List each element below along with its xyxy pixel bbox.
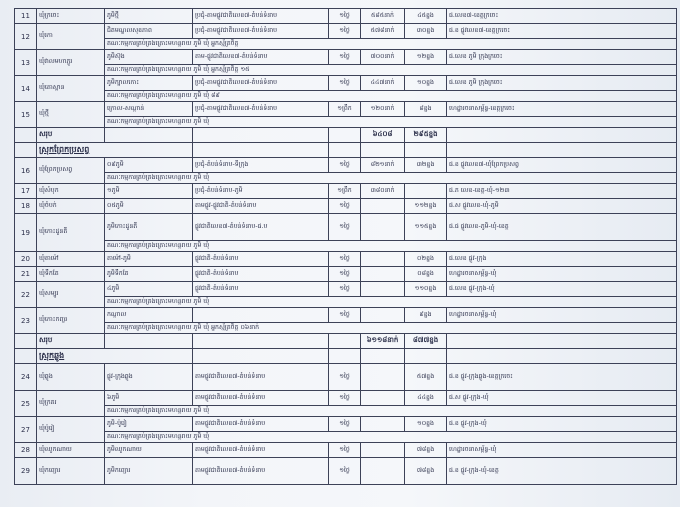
days-cell: ១ថ្ងៃ [329,76,361,91]
days-cell: ១ថ្ងៃ [329,443,361,458]
location-cell: ភូមិថ្មី [105,9,193,24]
address-cell: ផ.លេខ៧-ខេត្តក្រចេះ [447,9,677,24]
days-cell: ១ថ្ងៃ [329,50,361,65]
location-cell: ភូមិស៊ុង [105,50,193,65]
location-cell: ៦ភូមិ [105,391,193,406]
address-cell: ផ.ស ផ្លូវលេខ-ឃុំ-ភូមិ [447,199,677,214]
count-cell [361,214,405,241]
route-cell: ផ្លូវជាតិ-តំបន់ទំនាប [193,252,329,267]
days-cell: ១ព្រឹក [329,184,361,199]
location-cell: ០៥ភូមិ [105,199,193,214]
row-note: គណៈកម្មការគ្រប់គ្រងគ្រោះមហន្តរាយ ភូមិ ឃុំ [105,241,677,252]
address-cell: ហេដ្ឋារចនាសម្ព័ន្ធ-ឃុំ [447,308,677,323]
location-cell: ភូមិទឹកតែ [105,267,193,282]
table-row [15,184,677,199]
row-note: គណៈកម្មការគ្រប់គ្រងគ្រោះមហន្តរាយ ភូមិ ឃុំ [105,406,677,417]
address-cell: ផ.ខ ផ្លូវ-ក្រុងឆ្លូង-ខេត្តក្រចេះ [447,364,677,391]
summary-count: ៦១១៨នាក់ [361,334,405,349]
table-note-row [15,39,677,50]
route-cell: ប្រជុំ-តាមផ្លូវជាតិលេខ៧-តំបន់ទំនាប [193,102,329,117]
address-cell: ហេដ្ឋារចនាសម្ព័ន្ធ-ឃុំ [447,267,677,282]
route-cell: តាមផ្លូវជាតិលេខ៧-តំបន់ទំនាប [193,458,329,485]
days-cell: ១ថ្ងៃ [329,308,361,323]
row-note: គណៈកម្មការគ្រប់គ្រងគ្រោះមហន្តរាយ ភូមិ ឃុំ អ្នកស្ម័គ្រចិត្ត ១៥ [105,65,677,76]
route-cell: តាមផ្លូវជាតិលេខ៧-តំបន់ទំនាប [193,391,329,406]
row-number: 16 [15,158,37,184]
address-cell: ហេដ្ឋារចនាសម្ព័ន្ធ-ខេត្តក្រចេះ [447,102,677,117]
route-cell: តាមផ្លូវ-ផ្លូវជាតិ-តំបន់ទំនាប [193,199,329,214]
households-cell: ៨ខ្នង [405,102,447,117]
table-row [15,199,677,214]
table-row [15,364,677,391]
row-number: 23 [15,308,37,334]
commune-name: ឃុំគោស្ពាន [37,76,105,102]
count-cell: ៥៨៥នាក់ [361,9,405,24]
commune-name: ឃុំសំបុក [37,184,105,199]
row-number: 20 [15,252,37,267]
table-row [15,214,677,241]
route-cell: តាមផ្លូវជាតិលេខ៧-តំបន់ទំនាប [193,417,329,432]
table-row [15,458,677,485]
row-number: 19 [15,214,37,252]
route-cell: ប្រជុំ-តាមផ្លូវជាតិលេខ៧-តំបន់ទំនាប [193,76,329,91]
summary-row [15,128,677,143]
section-header-row [15,349,677,364]
households-cell: ១០ខ្នង [405,76,447,91]
address-cell: ផ.ខ ផ្លូវលេខ៧-ខេត្តក្រចេះ [447,24,677,39]
route-cell [193,308,329,323]
commune-name: ឃុំព្រែកប្រសព្វ [37,158,105,184]
count-cell [361,417,405,432]
row-number: 22 [15,282,37,308]
location-cell: ផ្លូវ-ក្រុងឆ្លូង [105,364,193,391]
summary-count: ៦៤០៨ [361,128,405,143]
address-cell: ផ.លេខ ផ្លូវ-ក្រុង [447,252,677,267]
table-note-row [15,297,677,308]
address-cell: ហេដ្ឋារចនាសម្ព័ន្ធ-ឃុំ [447,443,677,458]
address-cell: ផ.លេខ ភូមិ ក្រុងក្រចេះ [447,50,677,65]
row-note: គណៈកម្មការគ្រប់គ្រងគ្រោះមហន្តរាយ ភូមិ ឃុំ [105,297,677,308]
commune-name: ឃុំកោះកញ្ចរ [37,308,105,334]
section-header-row [15,143,677,158]
route-cell: តាមផ្លូវជាតិលេខ៧-តំបន់ទំនាប [193,443,329,458]
route-cell: ប្រជុំ-តំបន់ទំនាប-ភូមិ [193,184,329,199]
section-title: ស្រុកឆ្លូង [37,349,193,364]
route-cell: តាមផ្លូវជាតិលេខ៧-តំបន់ទំនាប [193,364,329,391]
row-number: 12 [15,24,37,50]
households-cell: ៧៨ខ្នង [405,458,447,485]
commune-name: ឃុំក្រចេះ [37,9,105,24]
address-cell: ផ.ផ ផ្លូវលេខ-ភូមិ-ឃុំ-ខេត្ត [447,214,677,241]
route-cell: ផ្លូវជាតិលេខ៧-តំបន់ទំនាប-ផ.ប [193,214,329,241]
commune-name: ឃុំសម្បូរ [37,282,105,308]
table-row [15,391,677,406]
table-row [15,24,677,39]
commune-name: ឃុំឈូកណាយ [37,443,105,458]
summary-households: ៨៧៧ខ្នង [405,334,447,349]
location-cell: តាម៉ៅ-ភូមិ [105,252,193,267]
days-cell: ១ថ្ងៃ [329,158,361,173]
commune-name: ឃុំកោះដូនតី [37,214,105,252]
households-cell: ១១៥ខ្នង [405,214,447,241]
address-cell: ផ.ខ ផ្លូវ-ក្រុង-ឃុំ [447,417,677,432]
days-cell: ១ថ្ងៃ [329,458,361,485]
count-cell [361,199,405,214]
days-cell: ១ថ្ងៃ [329,9,361,24]
location-cell: កណ្តាល [105,308,193,323]
households-cell: ៤៥ខ្នង [405,9,447,24]
summary-row [15,334,677,349]
row-number: 21 [15,267,37,282]
address-cell: ផ.ខ ផ្លូវលេខ៧-ឃុំព្រែកប្រសព្វ [447,158,677,173]
route-cell: ប្រជុំ-តាមផ្លូវជាតិលេខ៧-តំបន់ទំនាប [193,9,329,24]
row-number: 14 [15,76,37,102]
days-cell: ១ព្រឹក [329,102,361,117]
commune-table [14,8,677,485]
row-number: 18 [15,199,37,214]
commune-name: ឃុំតាម៉ៅ [37,252,105,267]
table-note-row [15,65,677,76]
row-number: 25 [15,391,37,417]
table-row [15,50,677,65]
row-note: គណៈកម្មការគ្រប់គ្រងគ្រោះមហន្តរាយ ភូមិ ឃុំ អ្នកស្ម័គ្រចិត្ត ០៦នាក់ [105,323,677,334]
location-cell: ០៩ភូមិ [105,158,193,173]
count-cell [361,282,405,297]
households-cell: ៩ខ្នង [405,308,447,323]
summary-label: សរុប [37,128,105,143]
route-cell: ផ្លូវជាតិ-តំបន់ទំនាប [193,282,329,297]
commune-name: ឃុំចំបក់ [37,199,105,214]
table-row [15,158,677,173]
households-cell: ១២ខ្នង [405,50,447,65]
location-cell: ក្រោល-សណ្តាន់ [105,102,193,117]
table-note-row [15,241,677,252]
route-cell: ផ្លូវជាតិ-តំបន់ទំនាប [193,267,329,282]
households-cell: ៥៧ខ្នង [405,364,447,391]
days-cell: ១ថ្ងៃ [329,199,361,214]
table-row [15,76,677,91]
route-cell: ប្រជុំ-តាមផ្លូវជាតិលេខ៧-តំបន់ទំនាប [193,24,329,39]
count-cell [361,308,405,323]
days-cell: ១ថ្ងៃ [329,282,361,297]
table-note-row [15,432,677,443]
location-cell: ១ភូមិ [105,184,193,199]
address-cell: ផ.ខ ផ្លូវ-ក្រុង-ឃុំ-ខេត្ត [447,458,677,485]
row-note: គណៈកម្មការគ្រប់គ្រងគ្រោះមហន្តរាយ ភូមិ ឃុំ [105,117,677,128]
summary-households: ២៩៥ខ្នង [405,128,447,143]
days-cell: ១ថ្ងៃ [329,391,361,406]
location-cell: ភូមិឈូកណាយ [105,443,193,458]
row-note: គណៈកម្មការគ្រប់គ្រងគ្រោះមហន្តរាយ ភូមិ ឃុំ [105,432,677,443]
location-cell: ភូមិកញ្ជោរ [105,458,193,485]
table-row [15,282,677,297]
row-number: 11 [15,9,37,24]
days-cell: ១ថ្ងៃ [329,214,361,241]
households-cell: ១១២ខ្នង [405,199,447,214]
row-note: គណៈកម្មការគ្រប់គ្រងគ្រោះមហន្តរាយ ភូមិ ឃុំ ៨៩ [105,91,677,102]
table-row [15,102,677,117]
row-number: 15 [15,102,37,128]
households-cell: ៣០ខ្នង [405,24,447,39]
days-cell: ១ថ្ងៃ [329,252,361,267]
days-cell: ១ថ្ងៃ [329,364,361,391]
count-cell [361,252,405,267]
location-cell: ភូមិ-ប៉ូរៀ [105,417,193,432]
count-cell: ៤៤៧នាក់ [361,76,405,91]
commune-name: ឃុំប៉ូរៀ [37,417,105,443]
count-cell: ៣៨០នាក់ [361,184,405,199]
location-cell: ភូមិកោះដូនតី [105,214,193,241]
route-cell: ប្រជុំ-តំបន់ទំនាប-ទីក្រុង [193,158,329,173]
count-cell [361,391,405,406]
table-note-row [15,173,677,184]
count-cell: ៧០០នាក់ [361,50,405,65]
commune-name: ឃុំឆ្លូង [37,364,105,391]
row-number: 28 [15,443,37,458]
count-cell: ៨២១នាក់ [361,158,405,173]
table-note-row [15,117,677,128]
count-cell [361,267,405,282]
location-cell: ៤ភូមិ [105,282,193,297]
location-cell: ភូមិក្បាលកោះ [105,76,193,91]
address-cell: ផ.ភ លេខ-ខេត្ត-ឃុំ-១២៣ [447,184,677,199]
row-number: 27 [15,417,37,443]
commune-name: ឃុំថ្មី [37,102,105,128]
days-cell: ១ថ្ងៃ [329,24,361,39]
households-cell: ១១០ខ្នង [405,282,447,297]
count-cell [361,458,405,485]
households-cell [405,184,447,199]
households-cell: ៧៨ខ្នង [405,443,447,458]
row-number: 24 [15,364,37,391]
table-note-row [15,91,677,102]
days-cell: ១ថ្ងៃ [329,417,361,432]
count-cell: ៥៧៨នាក់ [361,24,405,39]
table-row [15,417,677,432]
row-note: គណៈកម្មការគ្រប់គ្រងគ្រោះមហន្តរាយ ភូមិ ឃុំ [105,173,677,184]
count-cell [361,443,405,458]
table-row [15,252,677,267]
route-cell: តាម-ផ្លូវជាតិលេខ៧-តំបន់ទំនាប [193,50,329,65]
row-number: 29 [15,458,37,485]
table-row [15,267,677,282]
households-cell: ៤៤ខ្នង [405,391,447,406]
table-note-row [15,406,677,417]
households-cell: ០៨ខ្នង [405,267,447,282]
address-cell: ផ.លេខ ផ្លូវ-ក្រុង-ឃុំ [447,282,677,297]
table-note-row [15,323,677,334]
row-number: 17 [15,184,37,199]
count-cell: ១២០នាក់ [361,102,405,117]
address-cell: ផ.ស ផ្លូវ-ក្រុង-ឃុំ [447,391,677,406]
households-cell: ៣២ខ្នង [405,158,447,173]
commune-name: ឃុំរកា [37,24,105,50]
table-row [15,9,677,24]
count-cell [361,364,405,391]
commune-name: ឃុំវាលមហាភ្ជូរ [37,50,105,76]
address-cell: ផ.លេខ ភូមិ ក្រុងក្រចេះ [447,76,677,91]
location-cell: ជិតមណ្ឌលសុខភាព [105,24,193,39]
table-row [15,443,677,458]
commune-name: ឃុំកញ្ជោរ [37,458,105,485]
commune-name: ឃុំក្រគរ [37,391,105,417]
households-cell: ០២ខ្នង [405,252,447,267]
households-cell: ១០ខ្នង [405,417,447,432]
table-row [15,308,677,323]
section-title: ស្រុកព្រែកប្រសព្វ [37,143,193,158]
row-note: គណៈកម្មការគ្រប់គ្រងគ្រោះមហន្តរាយ ភូមិ ឃុំ អ្នកស្ម័គ្រចិត្ត [105,39,677,50]
days-cell: ១ថ្ងៃ [329,267,361,282]
commune-name: ឃុំទឹកតែ [37,267,105,282]
row-number: 13 [15,50,37,76]
summary-label: សរុប [37,334,105,349]
